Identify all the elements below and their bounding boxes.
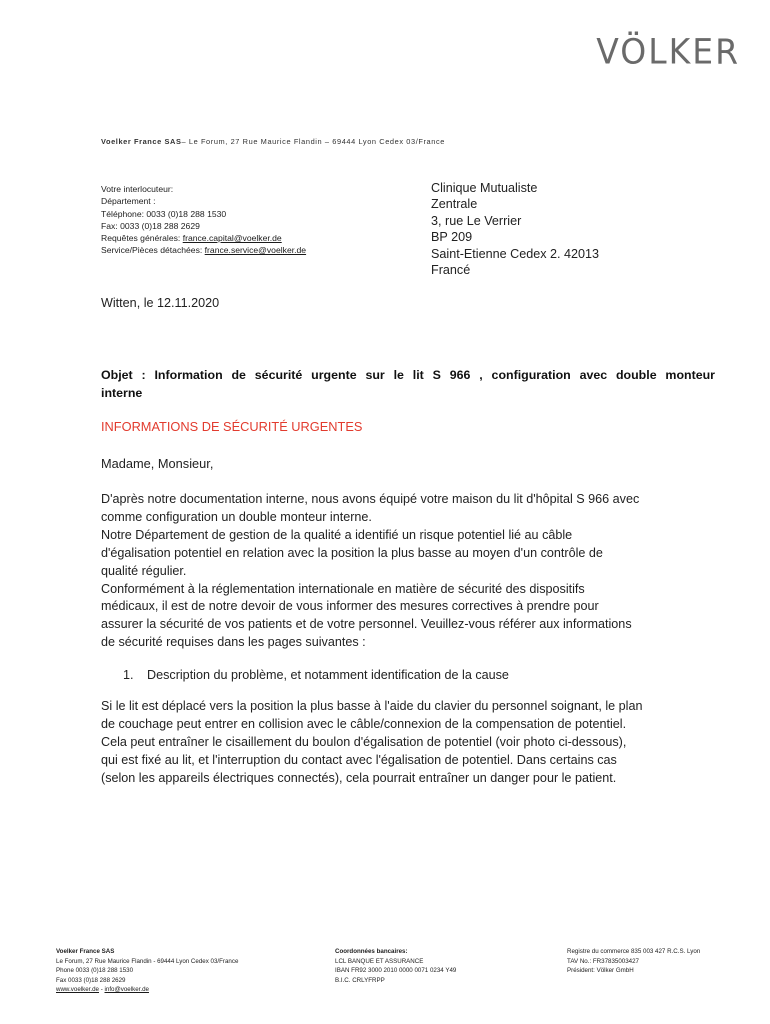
service-email-link[interactable]: france.service@voelker.de [204,245,307,256]
footer-web-link[interactable]: www.voelker.de [56,986,99,994]
sender-company: Voelker France SAS [101,137,182,146]
recipient-line: 3, rue Le Verrier [431,213,522,228]
para2-line: Cela peut entraîner le cisaillement du boulon d'égalisation de potentiel (voir photo ci-dessous), [101,735,627,750]
footer-registry [567,947,700,976]
footer-link-separator: - [99,986,105,994]
recipient-line: Clinique Mutualiste [431,181,538,195]
footer-links [56,985,238,995]
problem-description-paragraph [101,697,741,787]
list-number: 1. [123,668,134,682]
contact-block [101,183,306,257]
footer-bank [335,947,456,985]
para2-line: Si le lit est déplacé vers la position la plus basse à l'aide du clavier du personnel soignant, le plan [101,699,643,713]
contact-general-requests [101,232,306,244]
subject-line [101,366,715,402]
footer-tva: TAV No.: FR37835003427 [567,957,640,965]
contact-interlocutor: Votre interlocuteur: [101,184,174,194]
company-logo: VÖLKER [596,31,740,72]
sender-address: – Le Forum, 27 Rue Maurice Flandin – 69444 Lyon Cedex 03/France [181,137,445,146]
numbered-list-item [123,668,509,682]
general-requests-label: Requêtes générales: [101,233,183,244]
recipient-line: Saint-Etienne Cedex 2. 42013 [431,246,600,261]
recipient-line: BP 209 [431,230,473,245]
list-item-text: Description du problème, et notamment identification de la cause [147,668,509,682]
body-line: médicaux, il est de notre devoir de vous informer des mesures correctives à prendre pour [101,599,599,614]
recipient-address [431,180,599,278]
salutation: Madame, Monsieur, [101,456,214,471]
footer-bank-iban: IBAN FR92 3000 2010 0000 0071 0234 Y49 [335,967,457,975]
footer-bank-name: LCL BANQUE ET ASSURANCE [335,957,424,965]
body-line: de sécurité requises dans les pages suivantes : [101,635,366,650]
body-line: D'après notre documentation interne, nous avons équipé votre maison du lit d'hôpital S 966 avec [101,492,640,506]
footer-company [56,947,238,995]
urgent-heading: INFORMATIONS DE SÉCURITÉ URGENTES [101,419,363,434]
body-line: Conformément à la réglementation internationale en matière de sécurité des dispositifs [101,581,585,596]
footer-bank-title: Coordonnées bancaires: [335,948,408,955]
footer-company-address: Le Forum, 27 Rue Maurice Flandin - 69444 Lyon Cedex 03/France [56,957,239,965]
body-line: qualité régulier. [101,563,187,578]
subject-line-1: Objet : Information de sécurité urgente sur le lit S 966 , configuration avec double monteur [101,368,715,382]
sender-address-line [101,137,445,146]
contact-phone: Téléphone: 0033 (0)18 288 1530 [101,208,227,219]
footer-company-fax: Fax 0033 (0)18 288 2629 [56,976,126,984]
footer-company-title: Voelker France SAS [56,948,115,955]
contact-service [101,244,306,256]
body-paragraph [101,491,731,652]
footer-company-phone: Phone 0033 (0)18 288 1530 [56,967,134,975]
body-line: assurer la sécurité de vos patients et de votre personnel. Veuillez-vous référer aux informations [101,617,632,632]
footer-registry-number: Registre du commerce 835 003 427 R.C.S. Lyon [567,948,701,955]
body-line: Notre Département de gestion de la qualité a identifié un risque potentiel lié au câble [101,527,573,542]
footer-bank-bic: B.I.C. CRLYFRPP [335,976,385,984]
para2-line: de couchage peut entrer en collision avec le câble/connexion de la compensation de potentiel. [101,717,627,732]
footer-president: Président: Völker GmbH [567,967,634,975]
footer-email-link[interactable]: info@voelker.de [104,986,149,994]
recipient-line: Zentrale [431,197,478,212]
body-line: d'égalisation potentiel en relation avec la position la plus basse au moyen d'un contrôle de [101,545,603,560]
subject-line-2: interne [101,386,143,400]
general-email-link[interactable]: france.capital@voelker.de [182,233,282,244]
contact-fax: Fax: 0033 (0)18 288 2629 [101,220,200,231]
body-line: comme configuration un double monteur interne. [101,509,372,524]
service-label: Service/Pièces détachées: [101,245,205,256]
para2-line: (selon les appareils électriques connectés), cela pourrait entraîner un danger pour le patient. [101,771,617,786]
contact-department: Département : [101,196,156,207]
recipient-line: Francé [431,263,471,278]
letter-date: Witten, le 12.11.2020 [101,296,220,310]
para2-line: qui est fixé au lit, et l'interruption du contact avec l'égalisation de potentiel. Dans certains cas [101,753,617,768]
